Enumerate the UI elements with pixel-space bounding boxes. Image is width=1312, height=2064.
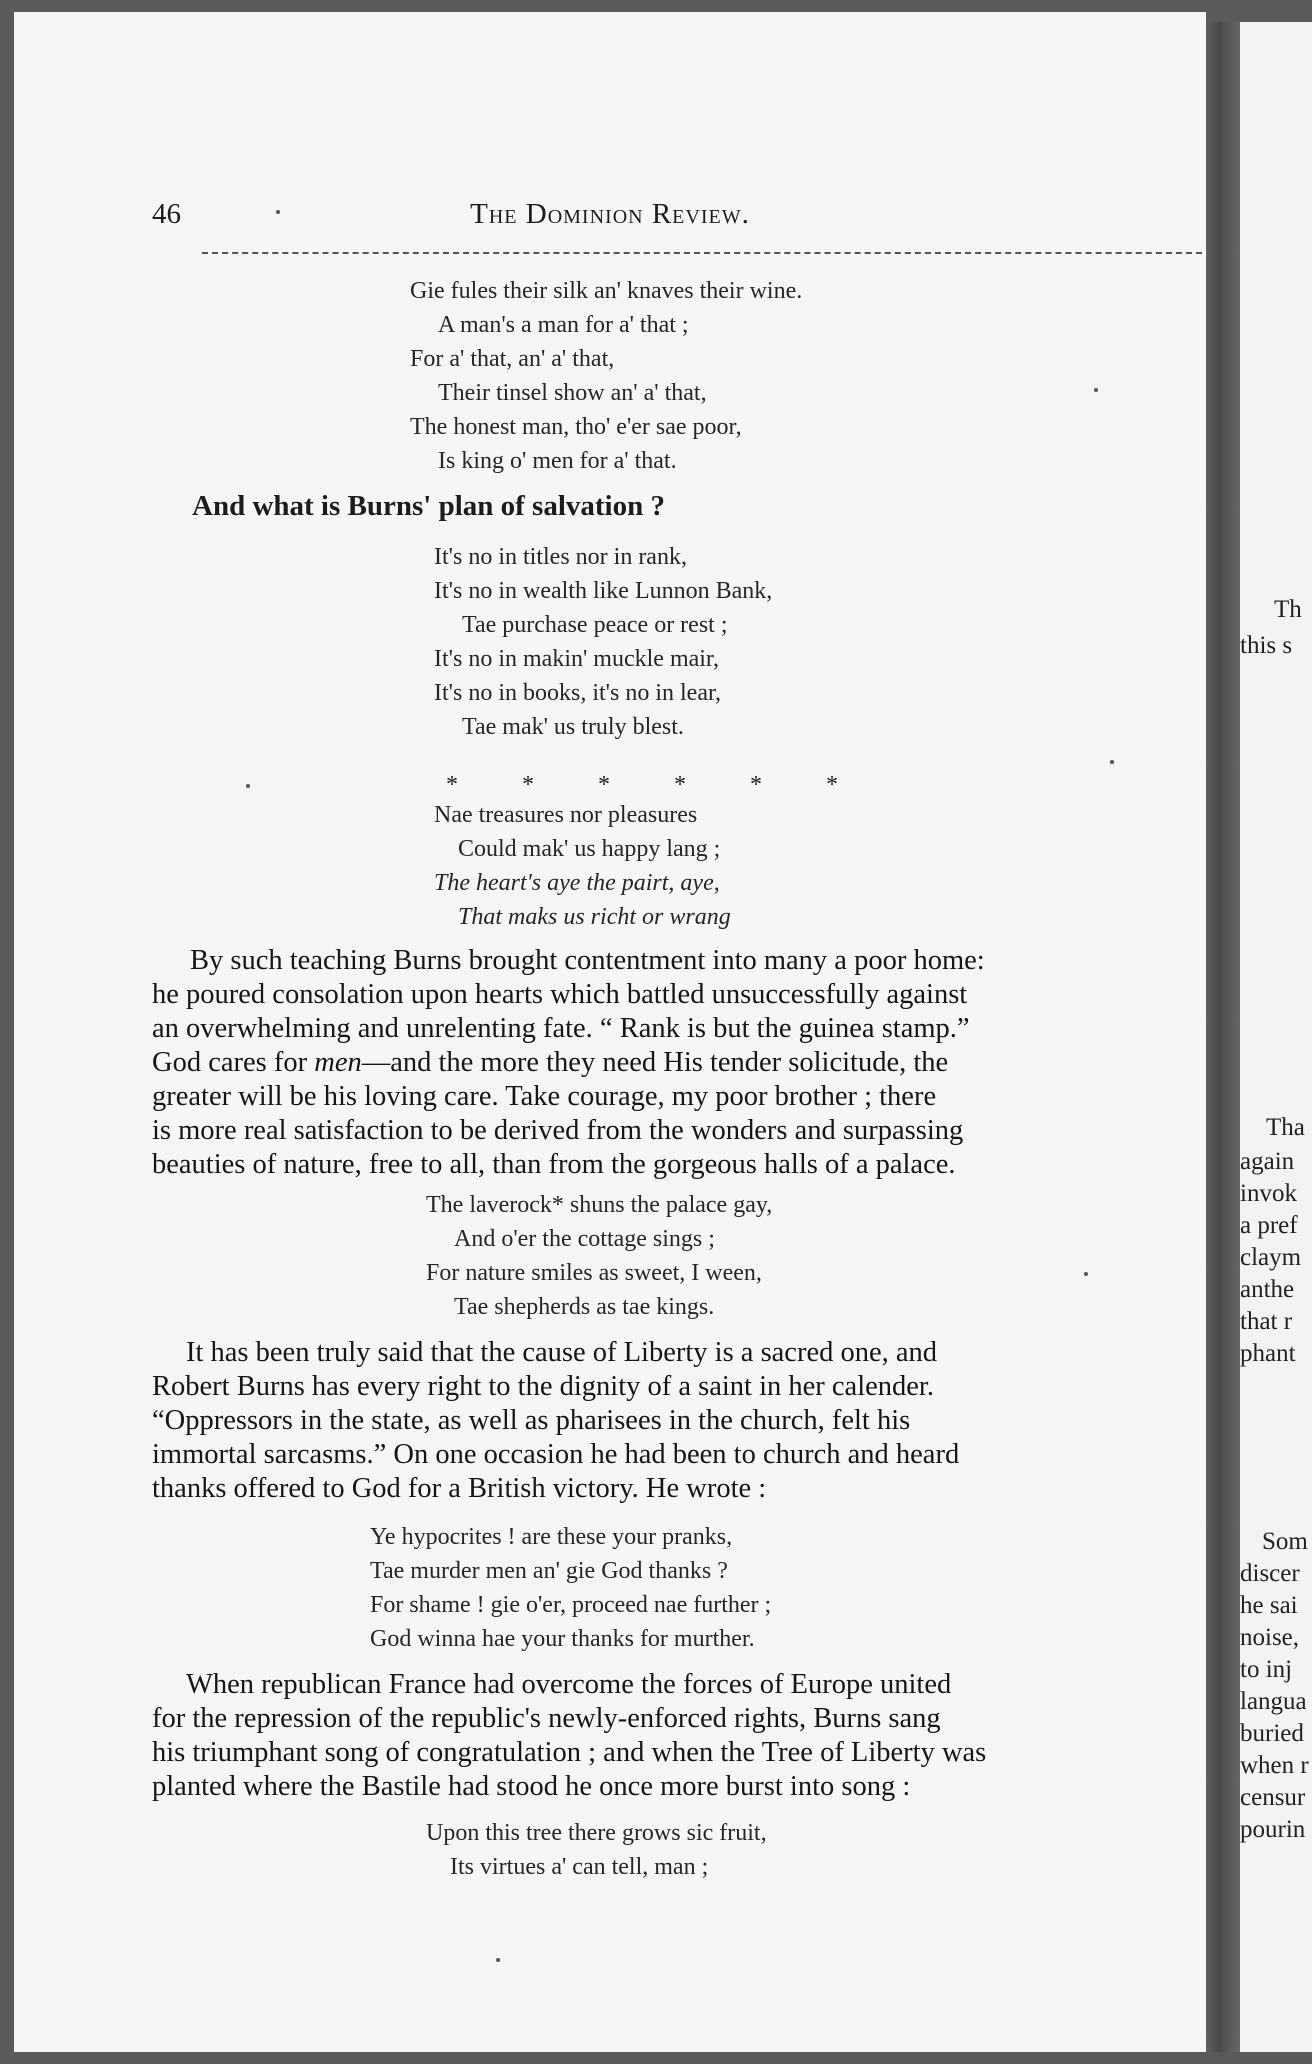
verse-line: For shame ! gie o'er, proceed nae further ;: [370, 1592, 772, 1618]
paragraph-line: greater will be his loving care. Take courage, my poor brother ; there: [152, 1081, 937, 1112]
book-page: [14, 12, 1206, 2052]
paragraph-line: immortal sarcasms.” On one occasion he had been to church and heard: [152, 1439, 960, 1470]
running-header: [14, 198, 1206, 238]
verse-line: The laverock* shuns the palace gay,: [426, 1192, 773, 1218]
verse-line: It's no in wealth like Lunnon Bank,: [434, 578, 773, 604]
emphasis: men: [314, 1047, 362, 1078]
scan-speck: [276, 210, 280, 214]
adjacent-text: discer: [1240, 1560, 1300, 1587]
scan-speck: [1110, 760, 1114, 764]
adjacent-text: Som: [1262, 1528, 1308, 1555]
paragraph-line: planted where the Bastile had stood he once more burst into song :: [152, 1771, 911, 1802]
verse-line: Could mak' us happy lang ;: [458, 836, 721, 862]
paragraph-line: It has been truly said that the cause of Liberty is a sacred one, and: [186, 1337, 938, 1368]
section-heading: And what is Burns' plan of salvation ?: [192, 490, 665, 522]
verse-line: Nae treasures nor pleasures: [434, 802, 698, 828]
scan-speck: [246, 784, 250, 788]
adjacent-text: phant: [1240, 1340, 1296, 1367]
verse-line: It's no in titles nor in rank,: [434, 544, 687, 570]
adjacent-text: invok: [1240, 1180, 1297, 1207]
adjacent-text: buried: [1240, 1720, 1304, 1747]
text-run: —and the more they need His tender solicitude, the: [361, 1047, 949, 1078]
verse-line: Ye hypocrites ! are these your pranks,: [370, 1524, 733, 1550]
verse-line: For a' that, an' a' that,: [410, 346, 615, 372]
adjacent-text: langua: [1240, 1688, 1307, 1715]
verse-line: Tae mak' us truly blest.: [462, 714, 684, 740]
verse-line: Tae purchase peace or rest ;: [462, 612, 728, 638]
verse-line: Tae shepherds as tae kings.: [454, 1294, 715, 1320]
verse-line: It's no in books, it's no in lear,: [434, 680, 722, 706]
paragraph-line: When republican France had overcome the forces of Europe united: [186, 1669, 952, 1700]
paragraph-line: By such teaching Burns brought contentment into many a poor home:: [190, 945, 985, 976]
adjacent-text: claym: [1240, 1244, 1302, 1271]
adjacent-text: a pref: [1240, 1212, 1298, 1239]
verse-line: God winna hae your thanks for murther.: [370, 1626, 755, 1652]
verse-line: The honest man, tho' e'er sae poor,: [410, 414, 742, 440]
verse-line: It's no in makin' muckle mair,: [434, 646, 719, 672]
running-title: The Dominion Review.: [470, 198, 750, 230]
verse-line: The heart's aye the pairt, aye,: [434, 870, 720, 896]
section-stars: * * * * * *: [446, 772, 838, 798]
paragraph-line: he poured consolation upon hearts which battled unsuccessfully against: [152, 979, 968, 1010]
verse-line: And o'er the cottage sings ;: [454, 1226, 715, 1252]
paragraph-line: [152, 1046, 948, 1080]
scan-speck: [1084, 1272, 1088, 1276]
adjacent-text: he sai: [1240, 1592, 1298, 1619]
adjacent-text: anthe: [1240, 1276, 1295, 1303]
adjacent-text: censur: [1240, 1784, 1306, 1811]
verse-line: A man's a man for a' that ;: [438, 312, 689, 338]
verse-line: Gie fules their silk an' knaves their wine.: [410, 278, 803, 304]
adjacent-text: Th: [1274, 596, 1302, 623]
paragraph-line: thanks offered to God for a British victory. He wrote :: [152, 1473, 767, 1504]
verse-line: Their tinsel show an' a' that,: [438, 380, 707, 406]
adjacent-text: again: [1240, 1148, 1295, 1175]
paragraph-line: an overwhelming and unrelenting fate. “ Rank is but the guinea stamp.”: [152, 1013, 970, 1044]
header-rule: [202, 252, 1202, 254]
paragraph-line: Robert Burns has every right to the dignity of a saint in her calender.: [152, 1371, 934, 1402]
adjacent-text: when r: [1240, 1752, 1309, 1779]
adjacent-text: Tha: [1266, 1114, 1305, 1141]
verse-line: For nature smiles as sweet, I ween,: [426, 1260, 762, 1286]
verse-line: Upon this tree there grows sic fruit,: [426, 1820, 767, 1846]
scan-speck: [1094, 388, 1098, 392]
adjacent-text: to inj: [1240, 1656, 1293, 1683]
verse-line: Is king o' men for a' that.: [438, 448, 677, 474]
verse-line: Its virtues a' can tell, man ;: [450, 1854, 709, 1880]
adjacent-text: this s: [1240, 632, 1293, 659]
adjacent-text: noise,: [1240, 1624, 1300, 1651]
adjacent-page-edge: [1240, 22, 1312, 2052]
page-number: 46: [152, 198, 181, 230]
verse-line: That maks us richt or wrang: [458, 904, 731, 930]
paragraph-line: for the repression of the republic's newly-enforced rights, Burns sang: [152, 1703, 941, 1734]
paragraph-line: his triumphant song of congratulation ; and when the Tree of Liberty was: [152, 1737, 987, 1768]
paragraph-line: is more real satisfaction to be derived from the wonders and surpassing: [152, 1115, 964, 1146]
paragraph-line: beauties of nature, free to all, than from the gorgeous halls of a palace.: [152, 1149, 956, 1180]
scan-speck: [496, 1958, 500, 1962]
adjacent-text: that r: [1240, 1308, 1293, 1335]
adjacent-text: pourin: [1240, 1816, 1306, 1843]
verse-line: Tae murder men an' gie God thanks ?: [370, 1558, 728, 1584]
text-run: God cares for: [152, 1047, 315, 1078]
paragraph-line: “Oppressors in the state, as well as pharisees in the church, felt his: [152, 1405, 911, 1436]
